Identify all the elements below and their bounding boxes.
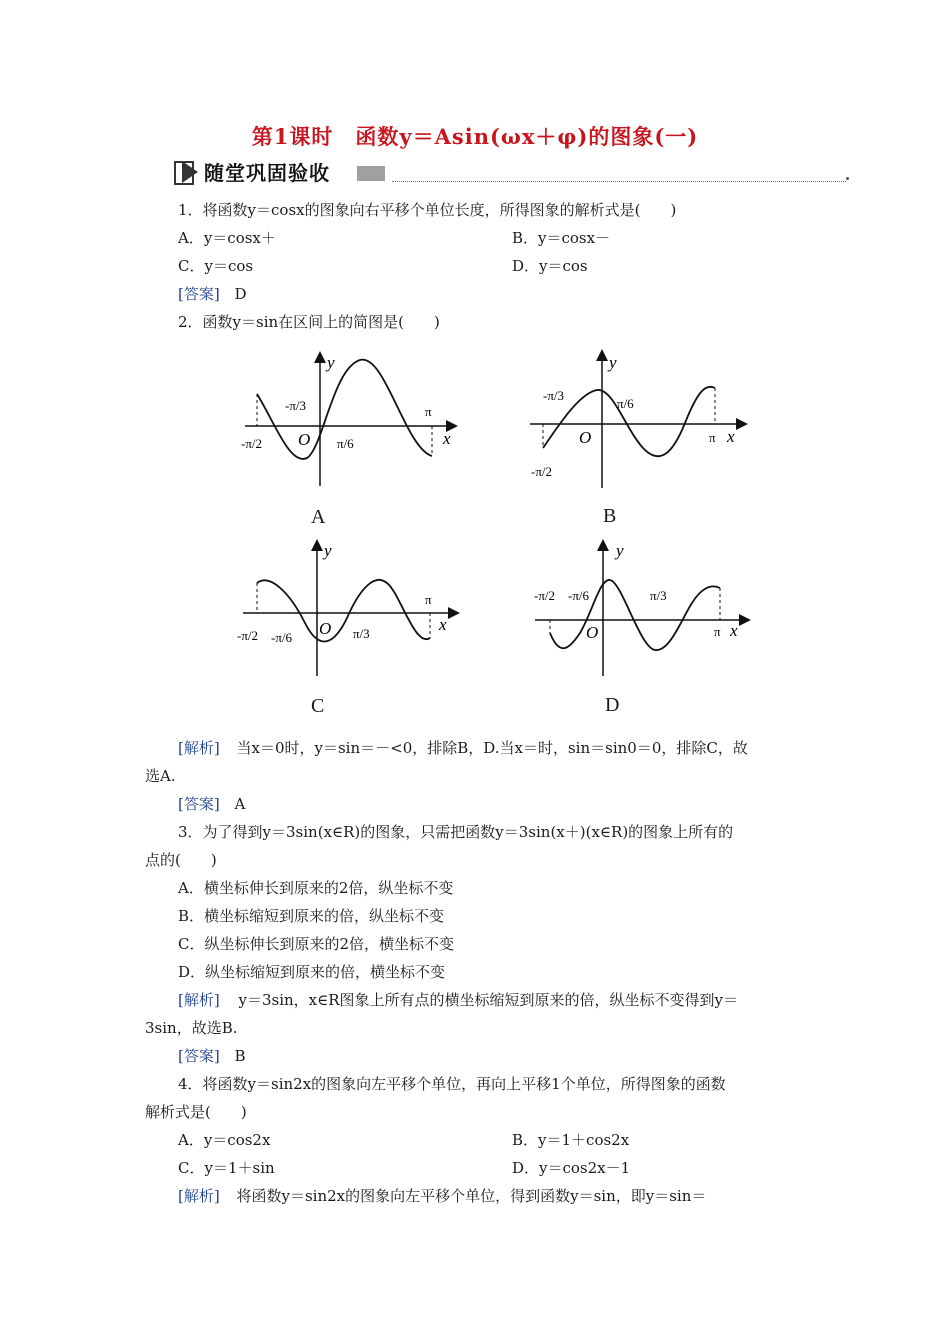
q3-option-b: B．横坐标缩短到原来的倍，纵坐标不变 [178, 907, 445, 925]
tick-right: π [425, 404, 432, 419]
banner-dot [846, 177, 849, 180]
answer-tag: [答案] [178, 285, 220, 303]
analysis-text: y＝3sin，x∈R图象上所有点的横坐标缩短到原来的倍，纵坐标不变得到y＝ [238, 991, 739, 1009]
play-arrow-icon [174, 159, 200, 187]
answer-tag: [答案] [178, 1047, 220, 1065]
answer-value: D [234, 285, 247, 303]
origin-label: O [586, 623, 599, 642]
banner-dotted-line [392, 181, 846, 182]
answer-value: A [234, 795, 246, 813]
analysis-tag: [解析] [178, 1187, 220, 1205]
q2-stem: 2．函数y＝sin在区间上的简图是( ) [178, 313, 440, 331]
q3-stem-line1: 3．为了得到y＝3sin(x∈R)的图象，只需把函数y＝3sin(x＋)(x∈R)的图象上所有的 [178, 823, 734, 841]
q4-option-b: B．y＝1＋cos2x [512, 1131, 630, 1149]
analysis-tag: [解析] [178, 739, 220, 757]
q2-analysis-line1 [178, 738, 748, 758]
q2-answer [178, 794, 245, 814]
q3-option-d: D．纵坐标缩短到原来的倍，横坐标不变 [178, 963, 446, 981]
tick-x2: π/3 [650, 588, 667, 603]
figure-b-graph [525, 348, 755, 488]
q4-stem-line1: 4．将函数y＝sin2x的图象向左平移个单位，再向上平移1个单位，所得图象的函数 [178, 1075, 726, 1093]
analysis-text: 当x＝0时，y＝sin＝－<0，排除B，D.当x＝时，sin＝sin0＝0，排除C，故 [236, 739, 748, 757]
q3-analysis-line1 [178, 990, 738, 1010]
x-label: x [439, 615, 447, 634]
tick-left: -π/2 [534, 588, 556, 603]
q1-option-c: C．y＝cos [178, 257, 254, 275]
x-label: x [730, 621, 738, 640]
q3-analysis-line2: 3sin，故选B. [145, 1019, 238, 1037]
q2-analysis-line2: 选A. [145, 767, 176, 785]
tick-left: -π/2 [237, 628, 259, 643]
tick-right: π [709, 430, 716, 445]
q3-option-c: C．纵坐标伸长到原来的2倍，横坐标不变 [178, 935, 455, 953]
tick-right: π [714, 624, 721, 639]
figure-c-label: C [311, 695, 325, 717]
origin-label: O [579, 428, 592, 447]
analysis-tag: [解析] [178, 991, 220, 1009]
q1-option-b: B．y＝cosx－ [512, 229, 611, 247]
figure-a-label: A [311, 506, 326, 528]
q1-answer [178, 284, 247, 304]
q4-option-d: D．y＝cos2x－1 [512, 1159, 631, 1177]
x-label: x [443, 429, 451, 448]
origin-label: O [298, 430, 311, 449]
q4-option-c: C．y＝1＋sin [178, 1159, 275, 1177]
y-label: y [327, 353, 335, 372]
q1-option-a: A．y＝cosx＋ [178, 229, 276, 247]
answer-tag: [答案] [178, 795, 220, 813]
analysis-text: 将函数y＝sin2x的图象向左平移个单位，得到函数y＝sin，即y＝sin＝ [236, 1187, 707, 1205]
tick-x1: -π/6 [271, 630, 293, 645]
figure-a-graph [235, 348, 465, 488]
x-label: x [727, 427, 735, 446]
q3-option-a: A．横坐标伸长到原来的2倍，纵坐标不变 [178, 879, 454, 897]
q4-stem-line2: 解析式是( ) [145, 1103, 247, 1121]
figure-d-graph [530, 538, 760, 678]
q3-answer [178, 1046, 246, 1066]
section-banner [174, 157, 850, 189]
q3-stem-line2: 点的( ) [145, 851, 217, 869]
figure-c-graph [235, 538, 465, 678]
y-label: y [616, 541, 624, 560]
q1-option-d: D．y＝cos [512, 257, 588, 275]
tick-x1: -π/6 [568, 588, 590, 603]
y-label: y [324, 541, 332, 560]
origin-label: O [319, 619, 332, 638]
tick-x1: -π/3 [285, 398, 307, 413]
tick-left: -π/2 [241, 436, 263, 451]
figure-d-label: D [605, 694, 620, 716]
tick-left: -π/2 [531, 464, 553, 479]
q4-option-a: A．y＝cos2x [178, 1131, 271, 1149]
tick-x2: π/3 [353, 626, 370, 641]
y-label: y [609, 353, 617, 372]
q1-stem: 1．将函数y＝cosx的图象向右平移个单位长度，所得图象的解析式是( ) [178, 201, 677, 219]
tick-x2: π/6 [617, 396, 634, 411]
answer-value: B [234, 1047, 246, 1065]
q4-analysis-line1 [178, 1186, 706, 1206]
tick-right: π [425, 592, 432, 607]
figure-b-label: B [603, 505, 617, 527]
page-title: 第1课时 函数y＝Asin(ωx＋φ)的图象(一) [251, 124, 699, 149]
tick-x1: -π/3 [543, 388, 565, 403]
tick-x2: π/6 [337, 436, 354, 451]
banner-bar [357, 166, 385, 181]
section-title: 随堂巩固验收 [204, 161, 330, 185]
